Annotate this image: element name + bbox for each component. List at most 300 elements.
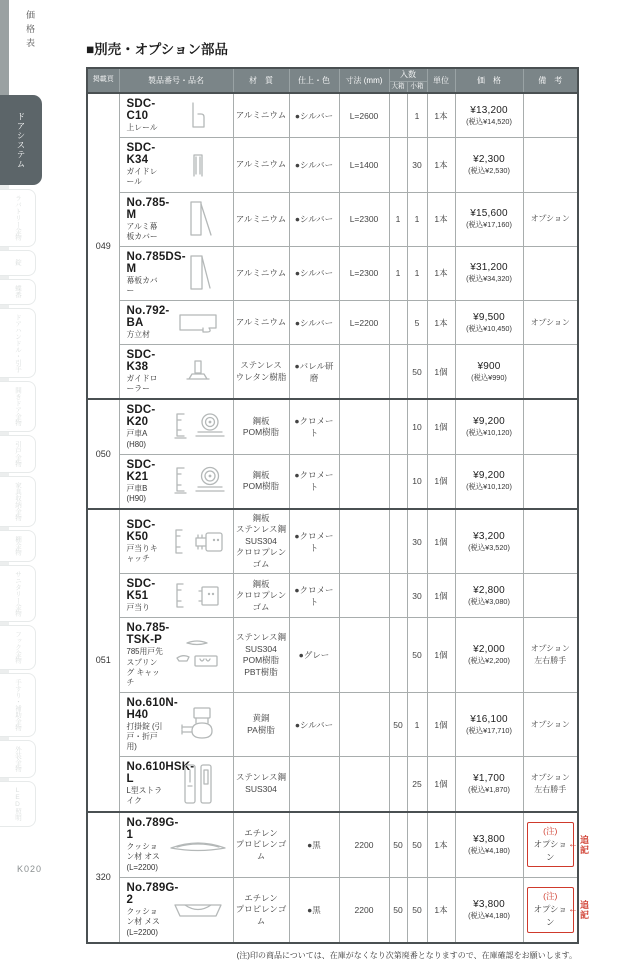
- page-code: K020: [17, 864, 43, 874]
- price-cell: [455, 301, 523, 345]
- sidebar-tab[interactable]: サニタリー金物: [0, 565, 36, 623]
- product-name: ガイドローラー: [126, 374, 158, 394]
- header-remarks: 備 考: [523, 68, 578, 93]
- price-tax-included: (税込¥17,710): [466, 725, 512, 735]
- sidebar-tab[interactable]: 家具収納金物: [0, 476, 36, 527]
- finish-cell: ●シルバー: [289, 138, 339, 192]
- material-cell: [233, 454, 289, 509]
- price-cell: [455, 192, 523, 246]
- price-value: ¥15,600: [470, 208, 508, 220]
- price-cell: [455, 574, 523, 618]
- qty-small-cell: 1: [407, 93, 427, 138]
- qty-small-cell: 25: [407, 757, 427, 812]
- header-finish: 仕上・色: [289, 68, 339, 93]
- material-line: SUS304: [245, 643, 277, 654]
- material-cell: [233, 138, 289, 192]
- dimension-cell: [339, 692, 389, 756]
- unit-cell: 1個: [427, 574, 455, 618]
- header-unit: 単位: [427, 68, 455, 93]
- product-table-body: [87, 93, 589, 943]
- remarks-cell: [523, 509, 578, 574]
- cushion-male-icon: [167, 834, 229, 856]
- material-line: SUS304: [245, 783, 277, 794]
- sidebar-tab[interactable]: 棚金物: [0, 530, 36, 562]
- price-cell: [455, 454, 523, 509]
- unit-cell: 1個: [427, 454, 455, 509]
- unit-cell: 1本: [427, 192, 455, 246]
- dimension-cell: L=2600: [339, 93, 389, 138]
- qty-large-cell: [389, 93, 407, 138]
- qty-small-cell: 30: [407, 138, 427, 192]
- product-cell: [119, 246, 233, 300]
- price-cell: [455, 757, 523, 812]
- sidebar-tab[interactable]: 蝶番: [0, 279, 36, 305]
- product-cell: [119, 192, 233, 246]
- sidebar-tab[interactable]: 手すり・補助金物: [0, 673, 36, 737]
- dimension-cell: L=2300: [339, 192, 389, 246]
- latch-lock-icon: [167, 705, 229, 745]
- dimension-cell: [339, 757, 389, 812]
- dimension-cell: 2200: [339, 877, 389, 943]
- door-roller-b-icon: [167, 464, 229, 498]
- page-title: ■別売・オプション部品: [86, 42, 228, 57]
- material-line: POM樹脂: [242, 481, 280, 492]
- product-name: 戸車A (H80): [126, 429, 147, 449]
- material-line: ステンレス鋼: [236, 524, 286, 535]
- qty-small-cell: 50: [407, 877, 427, 943]
- price-value: ¥900: [477, 360, 501, 372]
- product-code: No.785-TSK-P: [126, 622, 170, 647]
- qty-large-cell: 50: [389, 812, 407, 878]
- product-price-table: [86, 67, 589, 944]
- qty-small-cell: 50: [407, 345, 427, 400]
- sidebar-tab[interactable]: フック金物: [0, 625, 36, 670]
- material-line: 黄銅: [252, 713, 270, 724]
- material-cell: [233, 618, 289, 693]
- product-name-line2: (L=2200): [126, 928, 158, 938]
- product-code: SDC-K34: [126, 142, 156, 167]
- material-line: アルミニウム: [235, 267, 287, 278]
- panel-cover-icon: [167, 199, 229, 239]
- qty-small-cell: 10: [407, 454, 427, 509]
- price-cell: [455, 509, 523, 574]
- product-code: SDC-K20: [126, 404, 156, 429]
- product-code: No.792-BA: [126, 305, 170, 330]
- catalog-page-number: 051: [87, 509, 119, 812]
- note-mark: (注): [543, 826, 558, 837]
- product-cell: [119, 618, 233, 693]
- remarks-cell: [523, 192, 578, 246]
- left-arrow-icon: ←: [568, 838, 578, 850]
- unit-cell: 1個: [427, 345, 455, 400]
- material-line: アルミニウム: [235, 213, 287, 224]
- remarks-cell: [523, 692, 578, 756]
- table-row: [87, 877, 578, 943]
- qty-small-cell: 50: [407, 618, 427, 693]
- material-line: クロロプレンゴム: [235, 547, 287, 569]
- remarks-cell: [523, 454, 578, 509]
- product-code: SDC-C10: [126, 98, 156, 123]
- qty-small-cell: 30: [407, 509, 427, 574]
- product-cell: [119, 757, 233, 812]
- panel-cover-2-icon: [167, 253, 229, 293]
- qty-large-cell: 1: [389, 192, 407, 246]
- remark-line: オプション: [530, 644, 570, 654]
- main-content: [86, 38, 589, 961]
- door-stop-catch-icon: [167, 525, 229, 559]
- header-dimension: 寸法 (mm): [339, 68, 389, 93]
- material-line: プロピレンゴム: [235, 839, 287, 861]
- product-name: クッション材 オス: [126, 841, 160, 861]
- remarks-cell: [523, 757, 578, 812]
- sidebar-tab[interactable]: ラバトリー金物: [0, 189, 36, 247]
- material-cell: [233, 757, 289, 812]
- guide-rail-profile-icon: [167, 149, 229, 181]
- dimension-cell: L=2200: [339, 301, 389, 345]
- price-table-label: 価格表: [25, 10, 35, 52]
- material-cell: [233, 399, 289, 454]
- discontinuation-note-box: [527, 887, 575, 932]
- door-stop-icon: [167, 580, 229, 612]
- finish-cell: ●黒: [289, 877, 339, 943]
- catalog-page-number: 320: [87, 812, 119, 944]
- price-tax-included: (税込¥34,320): [466, 274, 512, 284]
- price-tax-included: (税込¥1,870): [468, 784, 510, 794]
- spring-catch-icon: [167, 636, 229, 674]
- table-row: [87, 757, 578, 812]
- dimension-cell: [339, 345, 389, 400]
- material-line: アルミニウム: [235, 316, 287, 327]
- remark-line: オプション: [530, 317, 570, 327]
- dimension-cell: [339, 399, 389, 454]
- material-cell: [233, 509, 289, 574]
- sidebar-tab[interactable]: 外装金物: [0, 740, 36, 778]
- note-mark: (注): [543, 891, 558, 902]
- remarks-cell: [523, 93, 578, 138]
- material-line: エチレン: [244, 827, 278, 838]
- price-tax-included: (税込¥10,120): [466, 482, 512, 492]
- price-value: ¥3,800: [473, 899, 505, 911]
- price-value: ¥3,200: [473, 530, 505, 542]
- unit-cell: 1本: [427, 812, 455, 878]
- finish-cell: ●バレル研磨: [289, 345, 339, 400]
- price-tax-included: (税込¥4,180): [468, 911, 510, 921]
- sidebar-tab[interactable]: ドアハンドル・引手: [0, 308, 36, 379]
- price-value: ¥2,300: [473, 153, 505, 165]
- price-cell: [455, 345, 523, 400]
- price-cell: [455, 138, 523, 192]
- table-row: [87, 454, 578, 509]
- price-cell: [455, 812, 523, 878]
- price-tax-included: (税込¥17,160): [466, 220, 512, 230]
- mullion-profile-icon: [167, 310, 229, 336]
- product-code: SDC-K38: [126, 349, 156, 374]
- material-line: 鋼板: [252, 578, 270, 589]
- product-name: 幕板カバー: [126, 275, 158, 295]
- material-line: SUS304: [245, 535, 277, 546]
- price-tax-included: (税込¥10,450): [466, 323, 512, 333]
- product-cell: [119, 399, 233, 454]
- product-cell: [119, 345, 233, 400]
- qty-small-cell: 1: [407, 692, 427, 756]
- remark-line: オプション: [530, 719, 570, 729]
- header-material: 材 質: [233, 68, 289, 93]
- sidebar-tab-door-system[interactable]: ドアシステム: [0, 95, 42, 185]
- unit-cell: 1本: [427, 877, 455, 943]
- price-value: ¥3,800: [473, 833, 505, 845]
- material-line: 鋼板: [252, 512, 270, 523]
- finish-cell: ●シルバー: [289, 93, 339, 138]
- unit-cell: 1本: [427, 138, 455, 192]
- remarks-cell: [523, 812, 589, 878]
- price-value: ¥1,700: [473, 772, 505, 784]
- product-cell: [119, 692, 233, 756]
- product-name: 打掛錠 (引戸・折戸用): [126, 721, 163, 752]
- table-row: [87, 692, 578, 756]
- price-cell: [455, 399, 523, 454]
- table-row: [87, 138, 578, 192]
- unit-cell: 1本: [427, 246, 455, 300]
- product-cell: [119, 812, 233, 878]
- price-value: ¥9,200: [473, 416, 505, 428]
- table-row: [87, 574, 578, 618]
- finish-cell: ●シルバー: [289, 692, 339, 756]
- material-line: ウレタン樹脂: [235, 371, 287, 382]
- product-code: SDC-K50: [126, 519, 156, 544]
- product-name: 戸車B (H90): [126, 483, 148, 503]
- price-cell: [455, 246, 523, 300]
- qty-large-cell: [389, 345, 407, 400]
- remarks-cell: [523, 301, 578, 345]
- material-line: アルミニウム: [235, 159, 287, 170]
- qty-large-cell: [389, 757, 407, 812]
- header-qty-small: 小箱: [407, 82, 427, 94]
- price-tax-included: (税込¥3,080): [468, 596, 510, 606]
- remarks-cell: [523, 138, 578, 192]
- qty-small-cell: 1: [407, 246, 427, 300]
- price-tax-included: (税込¥990): [471, 372, 507, 382]
- product-cell: [119, 509, 233, 574]
- dimension-cell: 2200: [339, 812, 389, 878]
- product-cell: [119, 574, 233, 618]
- price-value: ¥9,500: [473, 311, 505, 323]
- material-line: PA樹脂: [247, 724, 275, 735]
- price-cell: [455, 877, 523, 943]
- table-row: [87, 93, 578, 138]
- product-name: ガイドレール: [126, 167, 158, 187]
- left-arrow-icon: ←: [568, 904, 578, 916]
- price-value: ¥13,200: [470, 104, 508, 116]
- qty-large-cell: [389, 138, 407, 192]
- discontinuation-note-box: [527, 822, 575, 867]
- material-cell: [233, 574, 289, 618]
- table-row: [87, 301, 578, 345]
- added-note-annotation: [568, 835, 604, 855]
- table-row: [87, 246, 578, 300]
- remarks-cell: [523, 574, 578, 618]
- catalog-page-number: 050: [87, 399, 119, 509]
- finish-cell: ●クロメート: [289, 399, 339, 454]
- price-cell: [455, 692, 523, 756]
- qty-large-cell: [389, 399, 407, 454]
- finish-cell: ●シルバー: [289, 192, 339, 246]
- product-cell: [119, 138, 233, 192]
- stock-footnote: (注)印の商品については、在庫がなくなり次第廃番となりますので、在庫確認をお願いします。: [236, 951, 577, 961]
- dimension-cell: [339, 574, 389, 618]
- finish-cell: ●クロメート: [289, 509, 339, 574]
- price-tax-included: (税込¥10,120): [466, 428, 512, 438]
- product-code: No.789G-1: [126, 816, 179, 841]
- table-row: [87, 618, 578, 693]
- product-cell: [119, 454, 233, 509]
- header-qty: 入数: [389, 68, 427, 82]
- finish-cell: ●黒: [289, 812, 339, 878]
- dimension-cell: L=1400: [339, 138, 389, 192]
- remarks-cell: [523, 246, 578, 300]
- sidebar-tab[interactable]: 開きドア金物: [0, 381, 36, 432]
- product-name: アルミ幕板カバー: [126, 221, 158, 241]
- unit-cell: 1本: [427, 301, 455, 345]
- material-cell: [233, 692, 289, 756]
- price-cell: [455, 618, 523, 693]
- price-tax-included: (税込¥3,520): [468, 542, 510, 552]
- sidebar-rail-top: [0, 0, 9, 96]
- qty-large-cell: [389, 301, 407, 345]
- table-row: [87, 345, 578, 400]
- product-code: No.610N-H40: [126, 696, 178, 721]
- remarks-cell: [523, 345, 578, 400]
- category-sidebar: [0, 0, 46, 860]
- product-name: 方立材: [126, 330, 150, 340]
- sidebar-tab[interactable]: LED照明: [0, 781, 36, 827]
- door-roller-a-icon: [167, 411, 229, 443]
- sidebar-tab-list: [0, 189, 42, 830]
- remark-line: 左右勝手: [534, 784, 567, 794]
- product-name: L型ストライク: [126, 786, 163, 806]
- product-code: No.785DS-M: [126, 250, 186, 275]
- dimension-cell: [339, 509, 389, 574]
- sidebar-tab[interactable]: 引戸金物: [0, 435, 36, 473]
- material-cell: [233, 345, 289, 400]
- price-value: ¥16,100: [470, 713, 508, 725]
- qty-large-cell: 1: [389, 246, 407, 300]
- material-line: 鋼板: [252, 415, 270, 426]
- qty-large-cell: 50: [389, 877, 407, 943]
- material-cell: [233, 93, 289, 138]
- unit-cell: 1個: [427, 399, 455, 454]
- cushion-female-icon: [167, 899, 229, 921]
- material-line: クロロプレンゴム: [235, 590, 287, 612]
- unit-cell: 1個: [427, 757, 455, 812]
- qty-small-cell: 30: [407, 574, 427, 618]
- material-line: ステンレス: [240, 360, 282, 371]
- product-name-line2: (L=2200): [126, 862, 158, 872]
- header-page-col: 掲載頁: [87, 68, 119, 93]
- price-value: ¥31,200: [470, 262, 508, 274]
- remarks-cell: [523, 618, 578, 693]
- product-name: クッション材 メス: [126, 906, 160, 927]
- qty-small-cell: 10: [407, 399, 427, 454]
- qty-small-cell: 50: [407, 812, 427, 878]
- material-line: エチレン: [244, 892, 278, 903]
- material-line: プロピレンゴム: [235, 904, 287, 926]
- qty-large-cell: [389, 454, 407, 509]
- header-qty-large: 大箱: [389, 82, 407, 94]
- annotation-text: 追記: [579, 900, 589, 921]
- finish-cell: ●グレー: [289, 618, 339, 693]
- finish-cell: ●シルバー: [289, 246, 339, 300]
- qty-small-cell: 5: [407, 301, 427, 345]
- guide-roller-icon: [167, 357, 229, 387]
- table-header: [87, 68, 578, 93]
- product-code: No.610HSK-L: [126, 761, 195, 786]
- remark-line: 左右勝手: [534, 656, 567, 666]
- l-strike-icon: [167, 762, 229, 806]
- table-row: [87, 399, 578, 454]
- material-cell: [233, 301, 289, 345]
- remarks-cell: [523, 399, 578, 454]
- sidebar-tab[interactable]: 錠: [0, 250, 36, 276]
- material-cell: [233, 246, 289, 300]
- material-line: POM樹脂: [242, 427, 280, 438]
- price-tax-included: (税込¥2,530): [468, 165, 510, 175]
- material-line: アルミニウム: [235, 110, 287, 121]
- product-name: 785用戸先スプリング キャッチ: [126, 647, 163, 687]
- material-cell: [233, 877, 289, 943]
- material-line: 鋼板: [252, 469, 270, 480]
- price-tax-included: (税込¥4,180): [468, 845, 510, 855]
- finish-cell: ●クロメート: [289, 574, 339, 618]
- product-code: SDC-K21: [126, 458, 156, 483]
- price-tax-included: (税込¥2,200): [468, 656, 510, 666]
- price-cell: [455, 93, 523, 138]
- product-code: SDC-K51: [126, 578, 156, 603]
- qty-small-cell: 1: [407, 192, 427, 246]
- table-row: [87, 812, 578, 878]
- remark-line: オプション: [533, 904, 567, 928]
- header-product: 製品番号・品名: [119, 68, 233, 93]
- material-line: POM樹脂: [242, 655, 280, 666]
- finish-cell: [289, 757, 339, 812]
- product-cell: [119, 93, 233, 138]
- annotation-text: 追記: [579, 834, 589, 855]
- finish-cell: ●シルバー: [289, 301, 339, 345]
- top-rail-profile-icon: [167, 100, 229, 132]
- qty-large-cell: [389, 618, 407, 693]
- table-row: [87, 192, 578, 246]
- finish-cell: ●クロメート: [289, 454, 339, 509]
- header-price: 価 格: [455, 68, 523, 93]
- material-line: ステンレス鋼: [236, 772, 286, 783]
- dimension-cell: L=2300: [339, 246, 389, 300]
- table-row: [87, 509, 578, 574]
- catalog-page-number: 049: [87, 93, 119, 399]
- qty-large-cell: 50: [389, 692, 407, 756]
- product-code: No.785-M: [126, 196, 170, 221]
- qty-large-cell: [389, 509, 407, 574]
- price-tax-included: (税込¥14,520): [466, 116, 512, 126]
- remark-line: オプション: [530, 772, 570, 782]
- product-name: 戸当り: [126, 603, 150, 613]
- unit-cell: 1個: [427, 692, 455, 756]
- unit-cell: 1個: [427, 509, 455, 574]
- remark-line: オプション: [530, 214, 570, 224]
- product-code: No.789G-2: [126, 881, 179, 906]
- material-line: PBT樹脂: [244, 666, 278, 677]
- remark-line: オプション: [533, 838, 567, 862]
- material-cell: [233, 192, 289, 246]
- dimension-cell: [339, 454, 389, 509]
